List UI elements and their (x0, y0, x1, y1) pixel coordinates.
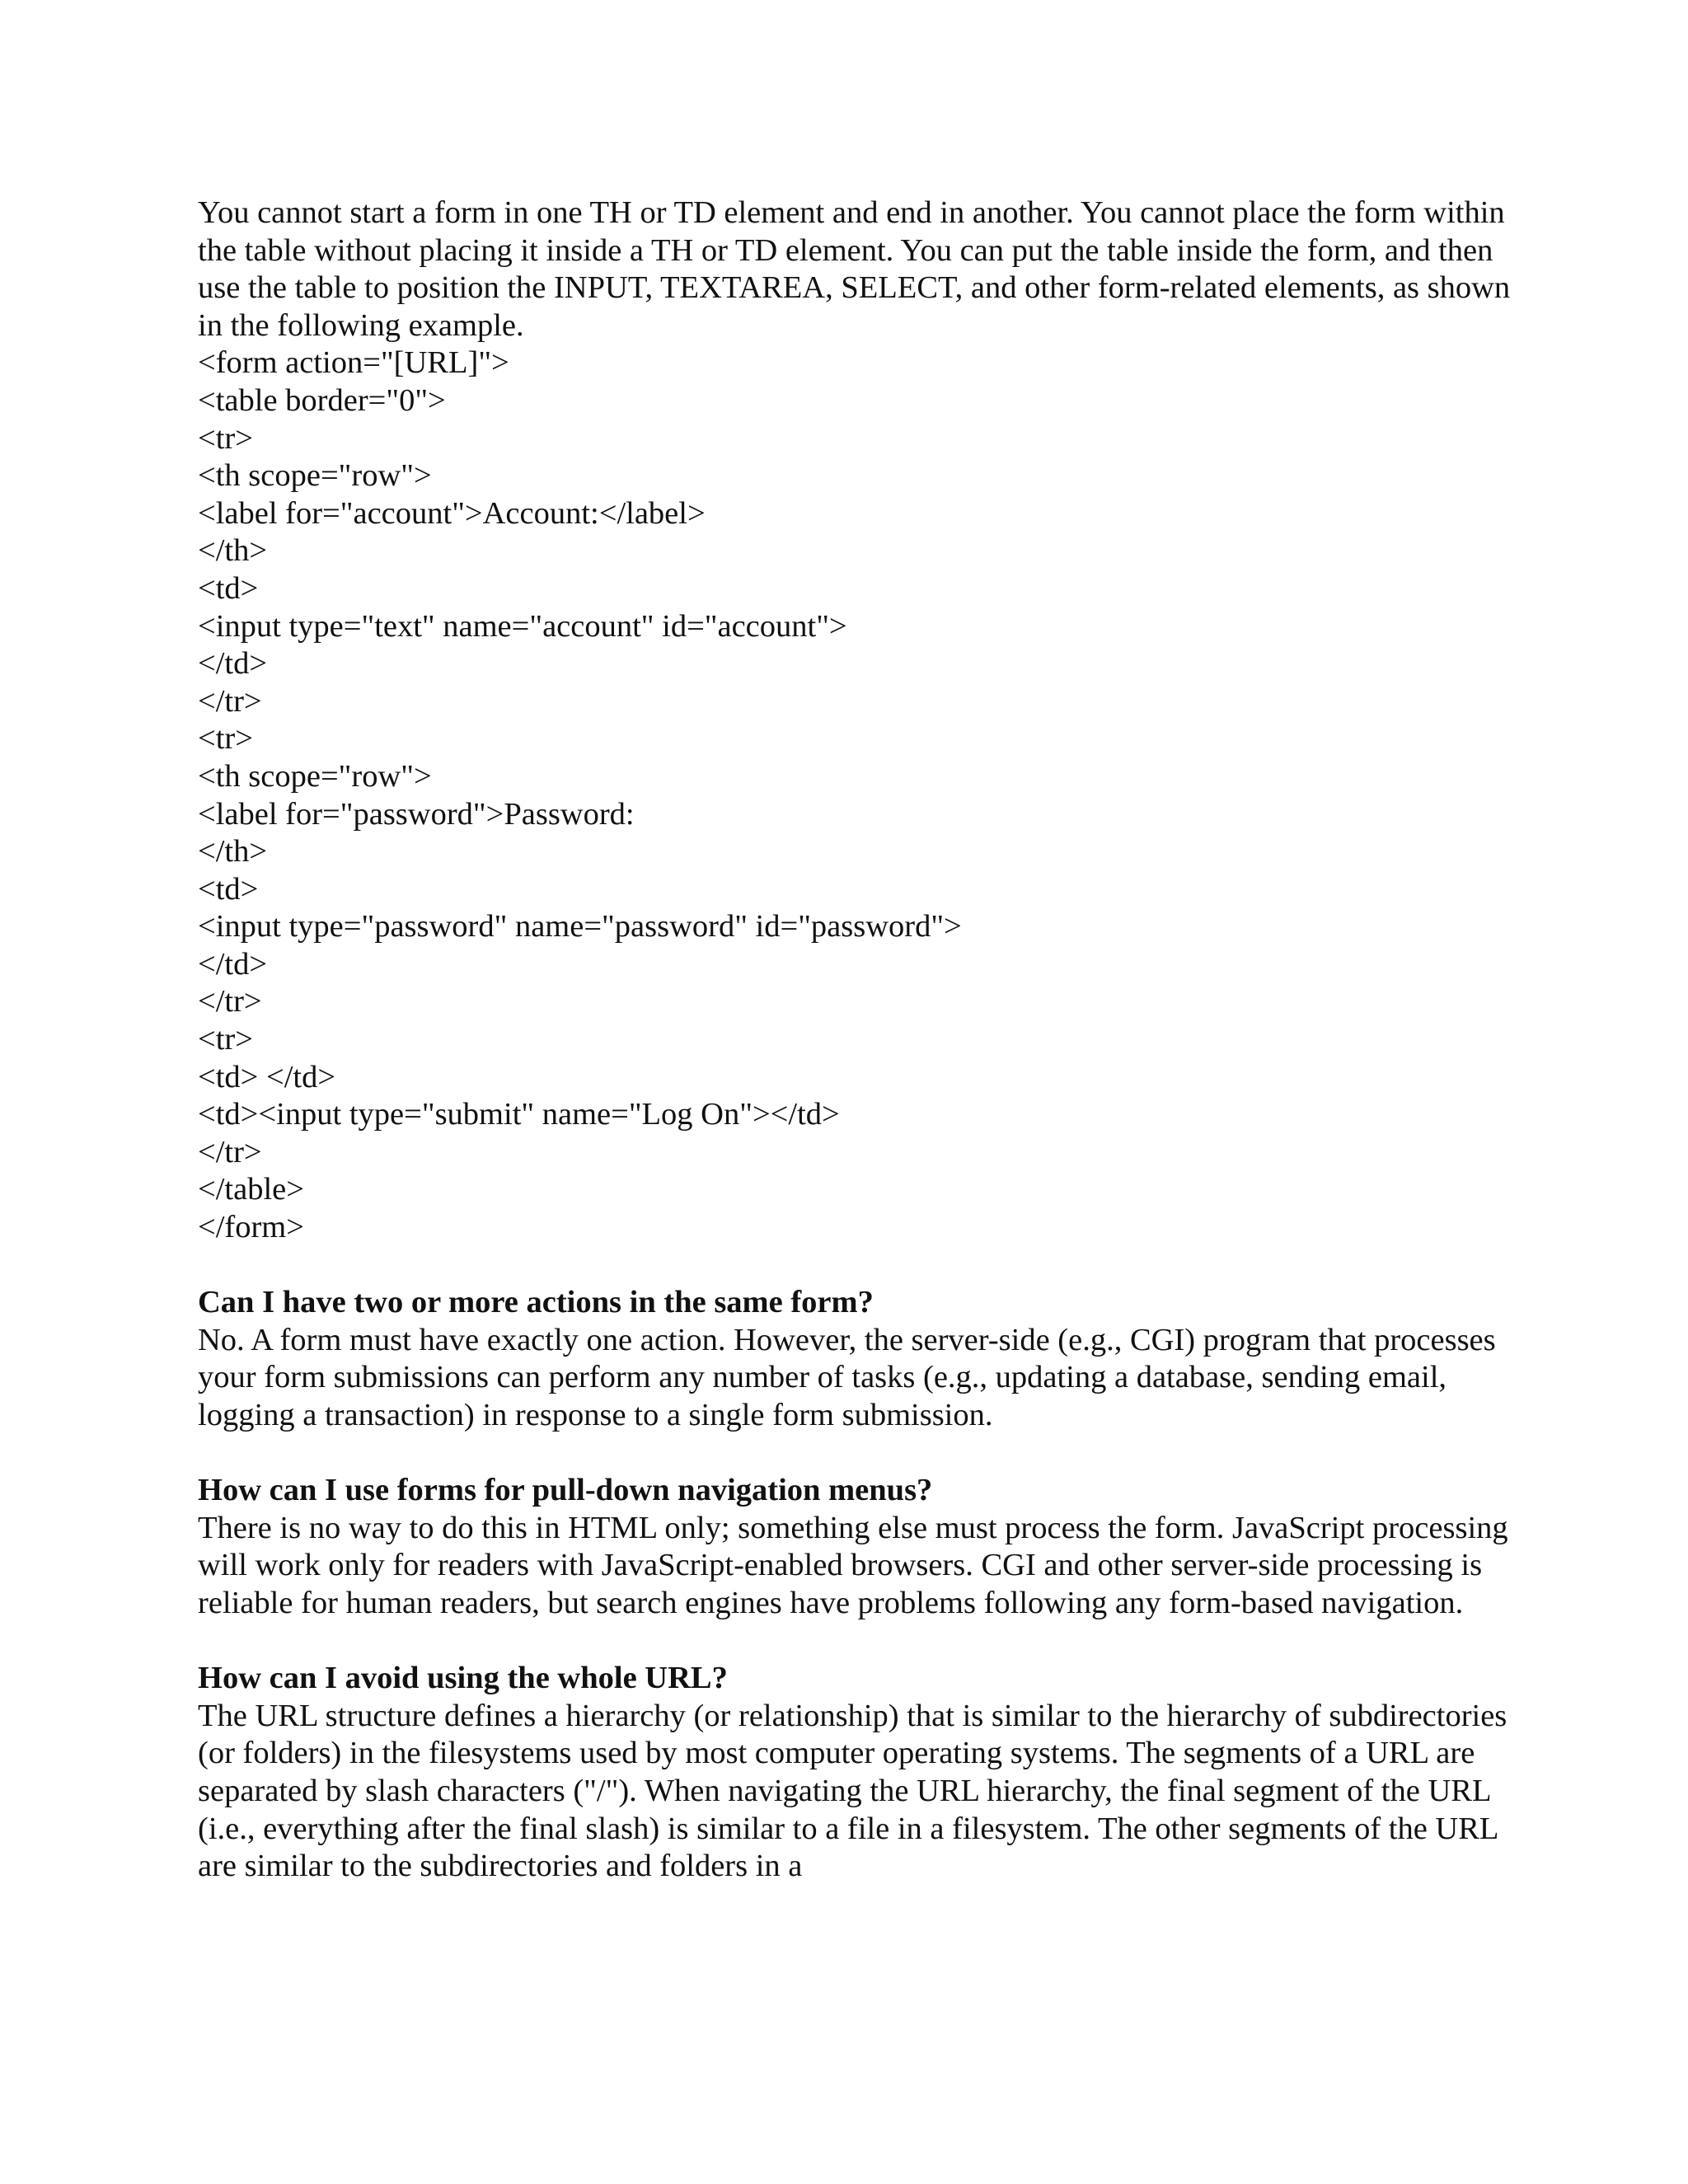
code-line: <tr> (198, 721, 253, 757)
code-line: <td> (198, 871, 259, 907)
code-line: <td> </td> (198, 1059, 336, 1094)
code-line: <input type="password" name="password" id="password"> (198, 909, 962, 944)
code-line: <label for="account">Account:</label> (198, 495, 706, 531)
section-heading: Can I have two or more actions in the same form? (198, 1285, 874, 1320)
section-heading: How can I avoid using the whole URL? (198, 1661, 728, 1696)
code-line: </tr> (198, 1134, 262, 1169)
code-line: <td> (198, 570, 259, 606)
section-heading: How can I use forms for pull-down navigation menus? (198, 1473, 933, 1508)
code-line: </tr> (198, 683, 262, 719)
code-line: <label for="password">Password: (198, 796, 635, 832)
code-line: </td> (198, 646, 268, 682)
intro-paragraph: You cannot start a form in one TH or TD element and end in another. You cannot place the form within the table without placing it inside a TH or TD element. You can put the table inside the form, and then use the table to position the INPUT, TEXTAREA, SELECT, and other form-related elements, as shown in the following example. (198, 195, 1518, 343)
code-line: </td> (198, 946, 268, 982)
code-line: <form action="[URL]"> (198, 345, 509, 381)
faq-section-whole-url (198, 1660, 1533, 1886)
section-body: No. A form must have exactly one action. However, the server-side (e.g., CGI) program that processes your form submissions can perform any number of tasks (e.g., updating a database, sending email, logging a transaction) in response to a single form submission. (198, 1322, 1504, 1432)
code-line: </form> (198, 1210, 304, 1245)
section-body: The URL structure defines a hierarchy (or relationship) that is similar to the hierarchy of subdirectories (or folders) in the filesystems used by most computer operating systems. The segments of a URL are separated by slash characters ("/"). When navigating the URL hierarchy, the final segment of the URL (i.e., everything after the final slash) is similar to a file in a filesystem. The other segments of the URL are similar to the subdirectories and folders in a (198, 1698, 1515, 1884)
faq-section-actions (198, 1284, 1533, 1434)
code-line: <table border="0"> (198, 382, 446, 418)
code-line: <input type="text" name="account" id="account"> (198, 608, 847, 644)
code-line: <th scope="row"> (198, 458, 432, 494)
section-spacer (198, 1247, 1533, 1285)
code-line: <tr> (198, 1022, 253, 1057)
section-spacer (198, 1623, 1533, 1661)
code-line: <th scope="row"> (198, 758, 432, 794)
code-line: <tr> (198, 420, 253, 456)
faq-section-navigation-menus (198, 1472, 1533, 1622)
code-line: <td><input type="submit" name="Log On"></td> (198, 1097, 840, 1132)
code-line: </table> (198, 1172, 304, 1207)
section-body: There is no way to do this in HTML only; something else must process the form. JavaScript processing will work only for readers with JavaScript-enabled browsers. CGI and other server-side processing is reliable for human readers, but search engines have problems following any form-based navigation. (198, 1510, 1517, 1620)
code-line: </th> (198, 533, 268, 569)
code-line: </tr> (198, 984, 262, 1019)
section-spacer (198, 1435, 1533, 1473)
code-line: </th> (198, 834, 268, 869)
document-page (198, 194, 1533, 1886)
code-example (198, 344, 1533, 1246)
